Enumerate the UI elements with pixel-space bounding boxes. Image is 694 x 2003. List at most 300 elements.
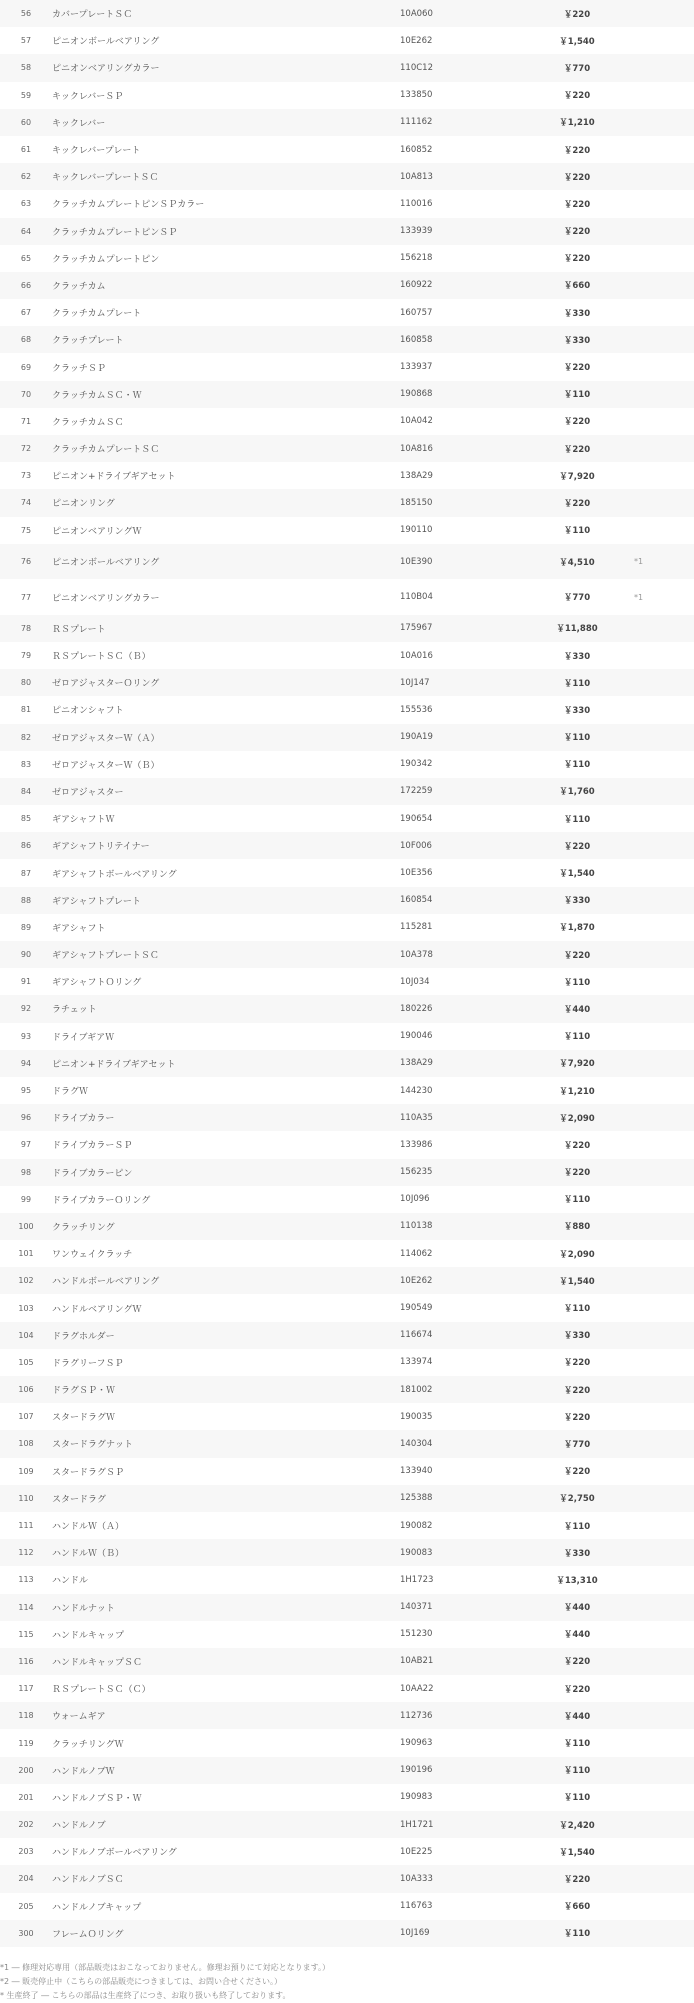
table-row (0, 1865, 694, 1892)
part-code: 140371 (400, 1602, 433, 1613)
table-row (0, 1403, 694, 1430)
part-note (634, 1159, 694, 1186)
part-code: 190549 (400, 1303, 433, 1314)
part-code: 1H1723 (400, 1574, 434, 1585)
part-code: 110138 (400, 1221, 433, 1232)
table-row (0, 1920, 694, 1947)
table-row (0, 1294, 694, 1321)
part-note (634, 1322, 694, 1349)
part-number: 201 (18, 1792, 34, 1802)
part-number: 89 (20, 922, 32, 932)
table-row (0, 995, 694, 1022)
part-name: ピニオンベアリングカラー (52, 64, 160, 75)
part-note (634, 190, 694, 217)
part-price: ￥220 (563, 1874, 591, 1885)
part-number: 98 (20, 1167, 32, 1177)
part-note (634, 1621, 694, 1648)
table-row (0, 1648, 694, 1675)
part-price: ￥7,920 (559, 471, 595, 482)
part-name: クラッチカムプレートピンＳＰ (52, 227, 178, 238)
part-price: ￥330 (563, 896, 591, 907)
part-price: ￥660 (563, 1902, 591, 1913)
part-code: 10A813 (400, 171, 433, 182)
part-note (634, 1213, 694, 1240)
part-name: ウォームギア (52, 1712, 106, 1723)
part-note (634, 1485, 694, 1512)
part-price: ￥1,210 (559, 118, 595, 129)
part-number: 113 (18, 1575, 34, 1585)
part-number: 200 (18, 1765, 34, 1775)
part-number: 86 (20, 841, 32, 851)
table-row (0, 1186, 694, 1213)
part-number: 69 (20, 362, 32, 372)
part-name: ＲＳプレートＳＣ（Ｃ） (52, 1685, 151, 1696)
part-name: ドライブギアＷ (52, 1032, 115, 1043)
table-row (0, 82, 694, 109)
part-price: ￥770 (563, 63, 591, 74)
part-code: 138A29 (400, 470, 433, 481)
part-code: 125388 (400, 1493, 433, 1504)
part-price: ￥110 (563, 814, 591, 825)
part-note: *1 (634, 592, 644, 602)
part-name: ハンドルノブＷ (52, 1766, 115, 1777)
part-code: 110C12 (400, 62, 433, 73)
part-code: 116674 (400, 1330, 433, 1341)
part-note (634, 696, 694, 723)
part-name: ギアシャフト (52, 923, 106, 934)
part-price: ￥330 (563, 651, 591, 662)
part-note (634, 1594, 694, 1621)
part-name: ゼロアジャスターＯリング (52, 679, 160, 690)
part-name: ギアシャフトプレートＳＣ (52, 951, 159, 962)
table-row (0, 1621, 694, 1648)
part-note (634, 299, 694, 326)
table-row (0, 1784, 694, 1811)
part-price: ￥220 (563, 1358, 591, 1369)
part-price: ￥110 (563, 678, 591, 689)
part-number: 74 (20, 498, 32, 508)
part-number: 93 (20, 1031, 32, 1041)
table-row (0, 579, 694, 615)
part-price: ￥220 (563, 417, 591, 428)
part-number: 110 (18, 1493, 34, 1503)
part-price: ￥330 (563, 1548, 591, 1559)
part-number: 65 (20, 253, 32, 263)
part-number: 79 (20, 651, 32, 661)
part-note (634, 995, 694, 1022)
table-row (0, 1539, 694, 1566)
table-row (0, 859, 694, 886)
part-name: ピニオン+ドライブギアセット (52, 472, 176, 483)
table-row (0, 1485, 694, 1512)
part-price: ￥7,920 (559, 1059, 595, 1070)
table-row (0, 669, 694, 696)
part-code: 133986 (400, 1139, 433, 1150)
part-code: 190083 (400, 1547, 433, 1558)
table-row (0, 1702, 694, 1729)
part-price: ￥110 (563, 1032, 591, 1043)
part-code: 133850 (400, 90, 433, 101)
part-note (634, 1077, 694, 1104)
part-code: 10A378 (400, 949, 433, 960)
part-note (634, 1267, 694, 1294)
part-price: ￥220 (563, 363, 591, 374)
part-code: 10E390 (400, 556, 433, 567)
part-number: 87 (20, 868, 32, 878)
part-note (634, 1104, 694, 1131)
table-row (0, 1159, 694, 1186)
table-row (0, 544, 694, 580)
part-note (634, 272, 694, 299)
part-number: 115 (18, 1629, 34, 1639)
part-code: 114062 (400, 1248, 433, 1259)
table-row (0, 1757, 694, 1784)
part-price: ￥2,420 (559, 1820, 595, 1831)
part-note (634, 1050, 694, 1077)
part-note (634, 1838, 694, 1865)
table-row (0, 805, 694, 832)
part-price: ￥330 (563, 705, 591, 716)
table-row (0, 887, 694, 914)
part-code: 190A19 (400, 732, 433, 743)
part-name: クラッチカムプレートＳＣ (52, 445, 160, 456)
table-row (0, 1267, 694, 1294)
part-name: クラッチカムＳＣ (52, 417, 124, 428)
part-price: ￥220 (563, 199, 591, 210)
part-code: 138A29 (400, 1058, 433, 1069)
table-row (0, 353, 694, 380)
part-code: 172259 (400, 786, 433, 797)
part-price: ￥1,760 (559, 787, 595, 798)
part-note (634, 859, 694, 886)
part-code: 10J096 (400, 1194, 430, 1205)
part-note (634, 1186, 694, 1213)
part-code: 144230 (400, 1085, 433, 1096)
part-name: ハンドルノブキャップ (52, 1902, 142, 1913)
part-code: 10E225 (400, 1846, 433, 1857)
part-name: ドラグＳＰ・Ｗ (52, 1386, 116, 1397)
part-price: ￥220 (563, 950, 591, 961)
part-note (634, 1512, 694, 1539)
part-note (634, 1865, 694, 1892)
part-price: ￥110 (563, 760, 591, 771)
part-note (634, 1430, 694, 1457)
part-number: 119 (18, 1738, 34, 1748)
part-price: ￥110 (563, 526, 591, 537)
part-code: 115281 (400, 922, 433, 933)
part-number: 103 (18, 1303, 34, 1313)
part-code: 10A060 (400, 8, 433, 19)
part-code: 175967 (400, 623, 433, 634)
part-number: 102 (18, 1276, 34, 1286)
part-code: 160852 (400, 144, 433, 155)
part-name: スタードラグ (52, 1494, 107, 1505)
part-number: 77 (20, 592, 32, 602)
table-row (0, 109, 694, 136)
part-name: ドラグリーフＳＰ (52, 1358, 124, 1369)
part-name: ゼロアジャスター (52, 787, 124, 798)
part-number: 117 (18, 1684, 34, 1694)
part-price: ￥220 (563, 1140, 591, 1151)
part-name: ギアシャフトＷ (52, 815, 115, 826)
part-price: ￥440 (563, 1603, 591, 1614)
part-code: 156235 (400, 1167, 433, 1178)
part-price: ￥1,870 (559, 923, 595, 934)
part-price: ￥110 (563, 390, 591, 401)
part-name: ゼロアジャスターＷ（Ｂ） (52, 760, 160, 771)
part-number: 83 (20, 759, 32, 769)
part-number: 107 (18, 1412, 34, 1422)
part-name: クラッチリングＷ (52, 1739, 124, 1750)
part-name: ハンドルキャップＳＣ (52, 1657, 143, 1668)
part-code: 110016 (400, 198, 433, 209)
part-code: 10A042 (400, 416, 433, 427)
table-row (0, 1566, 694, 1593)
part-price: ￥770 (563, 1439, 591, 1450)
part-number: 95 (20, 1086, 32, 1096)
table-row (0, 724, 694, 751)
part-price: ￥330 (563, 335, 591, 346)
part-note (634, 1458, 694, 1485)
footnote-repair-only: *1 ― 修理対応専用（部品販売はおこなっておりません。修理お預りにて対応となります。） (0, 1962, 331, 1972)
table-row (0, 0, 694, 27)
part-number: 90 (20, 950, 32, 960)
part-price: ￥220 (563, 254, 591, 265)
part-price: ￥220 (563, 1385, 591, 1396)
table-row (0, 27, 694, 54)
part-name: ハンドルキャップ (52, 1630, 125, 1641)
part-note (634, 941, 694, 968)
part-price: ￥220 (563, 1168, 591, 1179)
part-number: 82 (20, 732, 32, 742)
part-code: 1H1721 (400, 1819, 434, 1830)
table-row (0, 751, 694, 778)
part-note (634, 887, 694, 914)
part-note (634, 109, 694, 136)
part-price: ￥110 (563, 1793, 591, 1804)
part-price: ￥13,310 (556, 1575, 598, 1586)
part-name: ゼロアジャスターＷ（Ａ） (52, 733, 160, 744)
part-price: ￥110 (563, 733, 591, 744)
part-price: ￥2,090 (559, 1113, 595, 1124)
part-number: 75 (20, 525, 32, 535)
part-name: キックレバーＳＰ (52, 91, 124, 102)
part-price: ￥2,750 (559, 1494, 595, 1505)
part-note (634, 462, 694, 489)
part-code: 190082 (400, 1520, 433, 1531)
part-note (634, 489, 694, 516)
part-number: 204 (18, 1874, 34, 1884)
part-name: ハンドルボールベアリング (52, 1277, 160, 1288)
part-note (634, 245, 694, 272)
part-number: 105 (18, 1357, 34, 1367)
part-name: ハンドルノブボールベアリング (52, 1848, 177, 1859)
part-note (634, 136, 694, 163)
part-code: 10J169 (400, 1928, 430, 1939)
part-price: ￥1,540 (559, 1276, 595, 1287)
part-note (634, 27, 694, 54)
part-name: ピニオンシャフト (52, 706, 124, 717)
part-name: クラッチカムプレート (52, 309, 142, 320)
part-name: ドラグＷ (52, 1087, 89, 1098)
part-name: スタードラグナット (52, 1440, 133, 1451)
table-row (0, 54, 694, 81)
part-note (634, 353, 694, 380)
part-name: スタードラグＳＰ (52, 1467, 125, 1478)
table-row (0, 326, 694, 353)
part-code: 160757 (400, 307, 433, 318)
part-price: ￥440 (563, 1004, 591, 1015)
part-note (634, 1131, 694, 1158)
part-price: ￥330 (563, 308, 591, 319)
part-price: ￥220 (563, 1657, 591, 1668)
part-code: 160854 (400, 895, 433, 906)
table-row (0, 914, 694, 941)
part-number: 66 (20, 280, 32, 290)
part-number: 99 (20, 1194, 32, 1204)
part-price: ￥4,510 (559, 557, 595, 568)
part-code: 110A35 (400, 1112, 433, 1123)
part-note (634, 435, 694, 462)
part-price: ￥220 (563, 1412, 591, 1423)
part-code: 133939 (400, 226, 433, 237)
part-name: クラッチＳＰ (52, 363, 106, 374)
table-row (0, 642, 694, 669)
part-number: 111 (18, 1521, 34, 1531)
part-note (634, 517, 694, 544)
part-price: ￥110 (563, 977, 591, 988)
table-row (0, 1729, 694, 1756)
table-row (0, 1458, 694, 1485)
part-number: 80 (20, 678, 32, 688)
part-price: ￥110 (563, 1929, 591, 1940)
table-row (0, 299, 694, 326)
table-row (0, 245, 694, 272)
part-code: 140304 (400, 1438, 433, 1449)
part-number: 108 (18, 1439, 34, 1449)
part-number: 67 (20, 308, 32, 318)
part-name: ハンドルノブＳＰ・Ｗ (52, 1793, 142, 1804)
part-note (634, 615, 694, 642)
part-note (634, 1702, 694, 1729)
part-code: 10A816 (400, 443, 433, 454)
table-row (0, 1240, 694, 1267)
part-price: ￥220 (563, 145, 591, 156)
part-note: *1 (634, 557, 644, 566)
table-row (0, 696, 694, 723)
part-note (634, 1539, 694, 1566)
part-number: 203 (18, 1847, 34, 1857)
part-code: 190196 (400, 1765, 433, 1776)
part-note (634, 1648, 694, 1675)
table-row (0, 1322, 694, 1349)
table-row (0, 968, 694, 995)
part-name: ピニオンベアリングＷ (52, 526, 142, 537)
part-note (634, 724, 694, 751)
part-number: 116 (18, 1656, 34, 1666)
part-code: 181002 (400, 1384, 433, 1395)
part-price: ￥2,090 (559, 1249, 595, 1260)
part-note (634, 1240, 694, 1267)
part-note (634, 778, 694, 805)
part-code: 10E356 (400, 868, 433, 879)
part-code: 10F006 (400, 840, 432, 851)
part-code: 190868 (400, 389, 433, 400)
part-code: 190342 (400, 759, 433, 770)
table-row (0, 1838, 694, 1865)
footnotes (0, 1947, 694, 2003)
part-name: ピニオンボールベアリング (52, 37, 160, 48)
part-note (634, 163, 694, 190)
part-number: 76 (20, 557, 32, 566)
part-note (634, 1784, 694, 1811)
footnote-sales-suspended: *2 ― 販売停止中（こちらの部品販売につきましては、お問い合せください。） (0, 1976, 283, 1986)
part-note (634, 751, 694, 778)
part-code: 10E262 (400, 1275, 433, 1286)
table-row (0, 1349, 694, 1376)
part-price: ￥770 (563, 593, 591, 603)
part-name: ドライブカラーＳＰ (52, 1141, 133, 1152)
part-price: ￥220 (563, 498, 591, 509)
table-row (0, 190, 694, 217)
part-number: 58 (20, 63, 32, 73)
part-code: 111162 (400, 117, 433, 128)
part-number: 205 (18, 1901, 34, 1911)
table-row (0, 1050, 694, 1077)
part-number: 61 (20, 145, 32, 155)
part-note (634, 1675, 694, 1702)
table-row (0, 1376, 694, 1403)
part-code: 185150 (400, 497, 433, 508)
part-price: ￥11,880 (556, 624, 598, 635)
part-number: 104 (18, 1330, 34, 1340)
part-number: 91 (20, 977, 32, 987)
part-code: 160858 (400, 334, 433, 345)
part-code: 10J147 (400, 677, 430, 688)
part-price: ￥330 (563, 1331, 591, 1342)
part-price: ￥220 (563, 227, 591, 238)
part-code: 10J034 (400, 976, 430, 987)
table-row (0, 489, 694, 516)
table-row (0, 218, 694, 245)
part-name: ＲＳプレートＳＣ（Ｂ） (52, 652, 151, 663)
part-name: ドライブカラーピン (52, 1168, 133, 1179)
part-number: 59 (20, 90, 32, 100)
part-code: 10A333 (400, 1873, 433, 1884)
part-note (634, 1376, 694, 1403)
part-price: ￥220 (563, 1467, 591, 1478)
part-name: フレームＯリング (52, 1929, 124, 1940)
table-row (0, 408, 694, 435)
table-row (0, 778, 694, 805)
part-price: ￥1,540 (559, 36, 595, 47)
part-name: ギアシャフトリテイナー (52, 842, 150, 853)
part-code: 10AB21 (400, 1656, 434, 1667)
part-name: ラチェット (52, 1005, 97, 1016)
footnote-discontinued: * 生産終了 ― こちらの部品は生産終了につき、お取り扱いも終了しております。 (0, 1990, 291, 2000)
part-note (634, 669, 694, 696)
part-note (634, 381, 694, 408)
part-name: ドライブカラーＯリング (52, 1195, 151, 1206)
part-number: 78 (20, 623, 32, 633)
part-name: ドラグホルダー (52, 1331, 115, 1342)
table-row (0, 163, 694, 190)
part-name: ハンドルＷ（Ａ） (52, 1522, 125, 1533)
table-row (0, 1893, 694, 1920)
part-code: 133974 (400, 1357, 433, 1368)
part-note (634, 1403, 694, 1430)
part-number: 112 (18, 1548, 34, 1558)
